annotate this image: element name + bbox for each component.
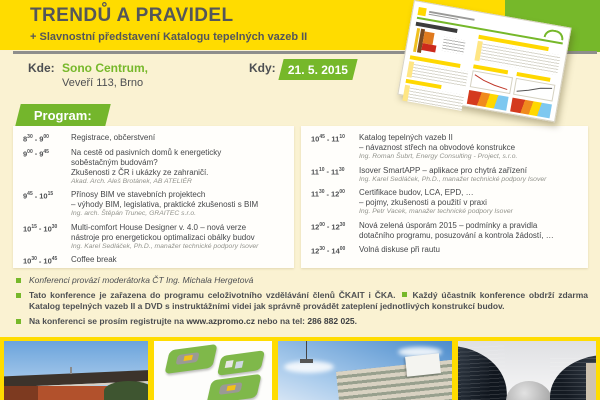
modern-building-under-crane-photo <box>278 341 452 400</box>
program-item <box>23 223 286 252</box>
program-item-time: $8^{30} - 9^{00}$ <box>23 134 49 144</box>
program-item-title-line: Multi-comfort House Designer v. 4.0 – nová verze <box>71 222 247 232</box>
program-column-right <box>301 126 588 268</box>
program-item-title-line: Coffee break <box>71 255 117 264</box>
note-accreditation-part1: Tato konference je zařazena do programu celoživotního vzdělávání členů ČKAIT i ČKA. <box>29 290 396 300</box>
program-item-title-line: Registrace, občerstvení <box>71 133 156 142</box>
catalog-chart <box>513 70 557 102</box>
green-square-bullet-icon <box>16 319 21 324</box>
program-item-body <box>359 166 580 185</box>
program-item-title-line: Zkušenosti z ČR i ukázky ze zahraničí. <box>71 167 209 177</box>
program-column-left <box>13 126 294 268</box>
green-square-bullet-icon <box>16 293 21 298</box>
3d-construction-site-illustration <box>154 341 272 400</box>
program-item-body <box>71 255 286 266</box>
program-item-title-line: soběstačným budovám? <box>71 157 158 167</box>
program-item-body <box>359 188 580 217</box>
catalog-table <box>402 85 464 111</box>
green-square-bullet-icon <box>402 292 407 297</box>
program-item <box>311 166 580 185</box>
program-item-time: $11^{30} - 12^{00}$ <box>311 189 345 199</box>
program-item-title-line: Isover SmartAPP – aplikace pro chytrá zařízení <box>359 165 527 175</box>
page-title: TRENDŮ A PRAVIDEL <box>30 5 234 26</box>
program-item-body <box>71 148 286 187</box>
program-item-speaker: Ing. Karel Sedláček, Ph.D., manažer technické podpory Isover <box>359 175 547 183</box>
program-heading <box>15 104 110 126</box>
program-item-body <box>359 221 580 241</box>
program-item <box>23 133 286 144</box>
program-item-body <box>359 245 580 256</box>
photo-strip <box>0 337 600 400</box>
program-item-speaker: Akad. Arch. Aleš Brotánek, AB ATELIÉR <box>71 177 192 185</box>
venue-address: Veveří 113, Brno <box>62 77 144 89</box>
program-item-title-line: – návaznost střech na obvodové konstrukce <box>359 143 516 152</box>
program-item <box>23 148 286 187</box>
program-item-time: $12^{30} - 14^{00}$ <box>311 245 346 255</box>
sono-centrum-building-photo <box>458 341 596 400</box>
footer-notes <box>16 275 588 331</box>
venue-name: Sono Centrum, <box>62 61 148 75</box>
program-item-body <box>359 133 580 162</box>
program-item <box>23 190 286 219</box>
program-item-title-line: – výhody BIM, legislativa, praktické zkušenosti s BIM <box>71 200 259 209</box>
program-item-title-line: Certifikace budov, LCA, EPD, … <box>359 188 474 197</box>
program-item-body <box>71 223 286 252</box>
date-badge <box>278 59 357 80</box>
program-item-time: $10^{15} - 10^{30}$ <box>23 223 58 233</box>
program-heading-label: Program: <box>34 107 92 123</box>
note-accreditation-text <box>29 290 588 312</box>
program-item-body <box>71 190 286 219</box>
passive-house-photo <box>4 341 148 400</box>
note-moderator <box>16 275 588 286</box>
program-item-title-line: – pojmy, zkušenosti a použití v praxi <box>359 198 487 207</box>
note-moderator-text: Konferenci provází moderátorka ČT Ing. Michala Hergetová <box>29 275 254 285</box>
catalog-thermal-image <box>510 98 552 119</box>
catalog-number-square <box>418 6 427 15</box>
program-item <box>23 255 286 266</box>
program-item-speaker: Ing. Petr Vacek, manažer technické podpory Isover <box>359 208 513 215</box>
registration-phone: 286 882 025 <box>307 316 355 326</box>
note-registration-text: Na konferenci se prosím registrujte na www.azpromo.cz nebo na tel: 286 882 025. <box>29 316 358 326</box>
program-item-speaker: Ing. arch. Štěpán Trunec, GRAITEC s.r.o. <box>71 210 197 217</box>
program-item <box>311 245 580 256</box>
program-item-title-line: Katalog tepelných vazeb II <box>359 133 453 142</box>
where-label: Kde: <box>28 61 55 75</box>
program-item-time: $10^{45} - 11^{10}$ <box>311 134 345 144</box>
program-item <box>311 221 580 241</box>
program-item <box>311 133 580 162</box>
program-item-title-line: nástroje pro energetickou optimalizaci obálky budov <box>71 232 255 242</box>
program-item-time: $9^{00} - 9^{45}$ <box>23 148 49 158</box>
registration-url: www.azpromo.cz <box>186 316 255 326</box>
program-item-title-line: Přínosy BIM ve stavebních projektech <box>71 190 206 199</box>
program-item-title-line: Na cestě od pasivních domů k energeticky <box>71 147 222 157</box>
page-subtitle: + Slavnostní představení Katalogu tepelných vazeb II <box>30 31 308 43</box>
note-accreditation <box>16 290 588 312</box>
catalog-chart <box>470 62 514 94</box>
program-item-speaker: Ing. Karel Sedláček, Ph.D., manažer technické podpory Isover <box>71 242 259 250</box>
program-item-time: $11^{10} - 11^{30}$ <box>311 166 345 176</box>
green-square-bullet-icon <box>16 278 21 283</box>
catalog-thermal-image <box>467 90 509 111</box>
program-item-title-line: dotačního programu, posuzování a kontrola žádostí, … <box>359 230 554 240</box>
note-accreditation-part2: Každý účastník konference obdrží zdarma Katalog tepelných vazeb II a DVD s instruktážními videi jak správně provádět zateplení jednotlivých konstrukcí budov. <box>29 290 588 311</box>
program-item-time: $10^{30} - 10^{45}$ <box>23 256 58 266</box>
program-item-title-line: Volná diskuse při rautu <box>359 244 440 254</box>
program-item-title-line: Nová zelená úsporám 2015 – podmínky a pravidla <box>359 220 538 230</box>
when-label: Kdy: <box>249 61 276 75</box>
date-text: 21. 5. 2015 <box>287 62 349 77</box>
program-item-speaker: Ing. Roman Šubrt, Energy Consulting - Project, s.r.o. <box>359 153 518 160</box>
note-registration <box>16 316 588 327</box>
program-item-time: $12^{00} - 12^{30}$ <box>311 221 346 231</box>
program-item-body <box>71 133 286 144</box>
program-item <box>311 188 580 217</box>
program-item-time: $9^{45} - 10^{15}$ <box>23 191 54 201</box>
